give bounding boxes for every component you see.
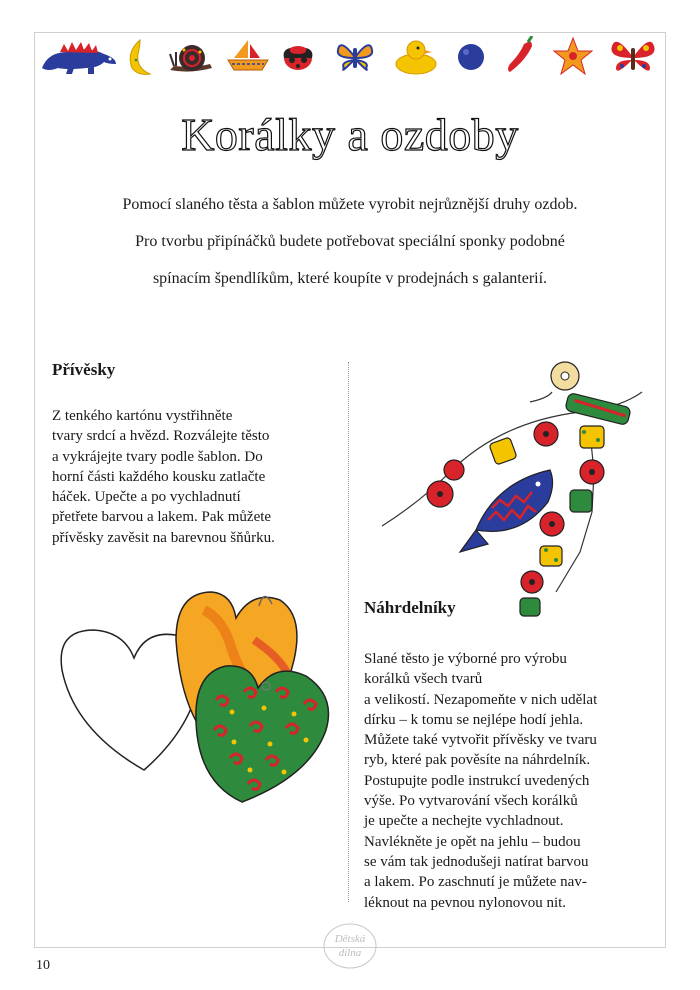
intro-line: Pro tvorbu připínáčků budete potřebovat speciální sponky podobné — [135, 233, 565, 250]
ball-icon — [454, 40, 488, 74]
snail-icon — [166, 40, 216, 76]
butterfly-icon — [608, 36, 658, 78]
pendants-heading: Přívěsky — [52, 360, 116, 379]
pendants-text: Z tenkého kartónu vystřihněte tvary srdcí a hvězd. Rozválejte těsto a vykrájejte tvary podle šablon. Do horní části každého kousku zatlačte háček. Upečte a po vychladnutí přetřete barvou a lakem. Pak můžete přívěsky zavěsit na barevnou šňůrku. — [52, 408, 275, 546]
pepper-icon — [502, 36, 538, 78]
page-title: Korálky a ozdoby — [181, 109, 519, 160]
moon-icon — [122, 38, 154, 78]
decoration-strip — [34, 32, 666, 86]
hearts-illustration — [54, 580, 344, 810]
intro-paragraph — [60, 186, 640, 297]
column-divider — [348, 362, 349, 902]
star-icon — [552, 36, 594, 78]
ladybug-icon — [280, 40, 316, 74]
necklace-illustration — [380, 352, 650, 622]
intro-line: Pomocí slaného těsta a šablon můžete vyrobit nejrůznější druhy ozdob. — [122, 196, 578, 213]
intro-line: spínacím špendlíkům, které koupíte v prodejnách s galanterií. — [152, 270, 548, 287]
butterfly-icon — [334, 38, 376, 76]
watermark-line1: Dětská — [334, 933, 366, 945]
watermark-line2: dílna — [338, 947, 362, 959]
necklaces-heading: Náhrdelníky — [364, 598, 456, 617]
dinosaur-icon — [38, 38, 120, 74]
boat-icon — [224, 36, 272, 76]
page-number: 10 — [36, 958, 50, 973]
duck-icon — [392, 36, 438, 76]
necklaces-text: Slané těsto je výborné pro výrobu korálků všech tvarů a velikostí. Nezapomeňte v nich udělat dírku – k tomu se nejlépe hodí jehla. Můžete také vytvořit přívěsky ve tvaru ryb, které pak pověsíte na náhrdelník. Postupujte podle instrukcí uvedených výše. Po vytvarování všech korálků je upečte a nechejte vychladnout. Navlékněte je opět na jehlu – budou se vám tak jednodušeji natírat barvou a lakem. Po zaschnutí je můžete nav- léknout na pevnou nylonovou nit. — [364, 651, 598, 911]
watermark-stamp — [320, 920, 380, 972]
